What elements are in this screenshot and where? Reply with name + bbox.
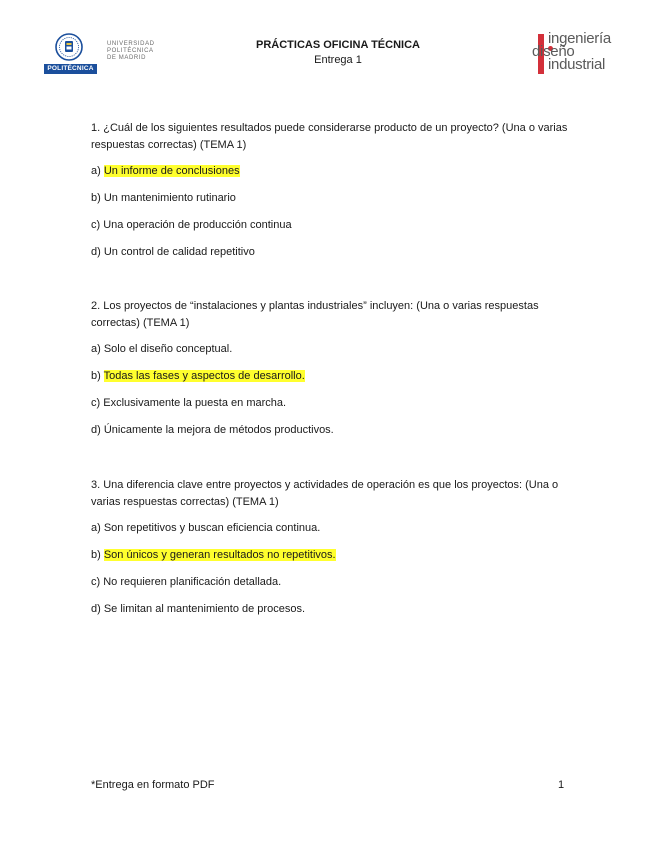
option-b (91, 368, 571, 385)
option-text-highlighted: Un informe de conclusiones (103, 165, 240, 177)
upm-name-line-3: DE MADRID (107, 55, 147, 62)
option-prefix: a) (91, 165, 104, 177)
option-c (91, 395, 571, 412)
upm-crest-icon (54, 32, 84, 62)
option-prefix: d) (91, 603, 104, 615)
page-number: 1 (558, 779, 565, 791)
option-a (91, 163, 571, 180)
option-a (91, 341, 571, 358)
option-text-highlighted: Todas las fases y aspectos de desarrollo. (103, 370, 305, 382)
option-prefix: b) (91, 370, 104, 382)
upm-logo (44, 32, 154, 76)
document-title: PRÁCTICAS OFICINA TÉCNICA (256, 39, 420, 51)
upm-bar-label: POLITÉCNICA (44, 64, 97, 74)
option-text: No requieren planificación detallada. (103, 576, 282, 588)
page-header (0, 0, 655, 90)
option-prefix: a) (91, 522, 104, 534)
option-c (91, 574, 571, 591)
option-d (91, 601, 571, 618)
option-d (91, 244, 571, 261)
option-text: Un control de calidad repetitivo (103, 246, 255, 258)
option-b (91, 190, 571, 207)
option-prefix: c) (91, 397, 104, 409)
option-text: Se limitan al mantenimiento de procesos. (103, 603, 306, 615)
option-d (91, 422, 571, 439)
option-prefix: a) (91, 343, 104, 355)
question-block (91, 298, 571, 449)
option-prefix: c) (91, 576, 104, 588)
upm-name-line-1: UNIVERSIDAD (107, 41, 155, 47)
upm-name (107, 41, 157, 63)
option-prefix: d) (91, 246, 104, 258)
question-text: 3. Una diferencia clave entre proyectos y actividades de operación es que los proyectos: (Una o varias respuestas correctas) (TEMA 1) (91, 479, 559, 508)
etsidi-logo (520, 30, 620, 75)
question-block (91, 477, 571, 628)
option-prefix: b) (91, 192, 104, 204)
question-text: 1. ¿Cuál de los siguientes resultados puede considerarse producto de un proyecto? (Una o varias respuestas correctas) (TEMA 1) (91, 122, 568, 151)
option-b (91, 547, 571, 564)
etsidi-word-ingenieria: ingeniería (548, 30, 611, 47)
question-text: 2. Los proyectos de “instalaciones y plantas industriales” incluyen: (Una o varias respuestas correctas) (TEMA 1) (91, 300, 539, 329)
option-text: Un mantenimiento rutinario (103, 192, 236, 204)
option-text: Únicamente la mejora de métodos productivos. (103, 424, 334, 436)
document-subtitle: Entrega 1 (314, 54, 362, 66)
option-prefix: c) (91, 219, 104, 231)
footer-note: *Entrega en formato PDF (91, 779, 215, 791)
option-text: Son repetitivos y buscan eficiencia continua. (103, 522, 321, 534)
upm-name-line-2: POLITÉCNICA (107, 48, 154, 55)
question-block (91, 120, 571, 271)
option-prefix: b) (91, 549, 104, 561)
option-text: Una operación de producción continua (103, 219, 292, 231)
etsidi-word-industrial: industrial (548, 56, 606, 73)
option-text: Solo el diseño conceptual. (103, 343, 233, 355)
etsidi-word-diseno: diseño (532, 43, 575, 60)
option-text: Exclusivamente la puesta en marcha. (103, 397, 287, 409)
option-prefix: d) (91, 424, 104, 436)
option-a (91, 520, 571, 537)
option-c (91, 217, 571, 234)
option-text-highlighted: Son únicos y generan resultados no repetitivos. (103, 549, 336, 561)
